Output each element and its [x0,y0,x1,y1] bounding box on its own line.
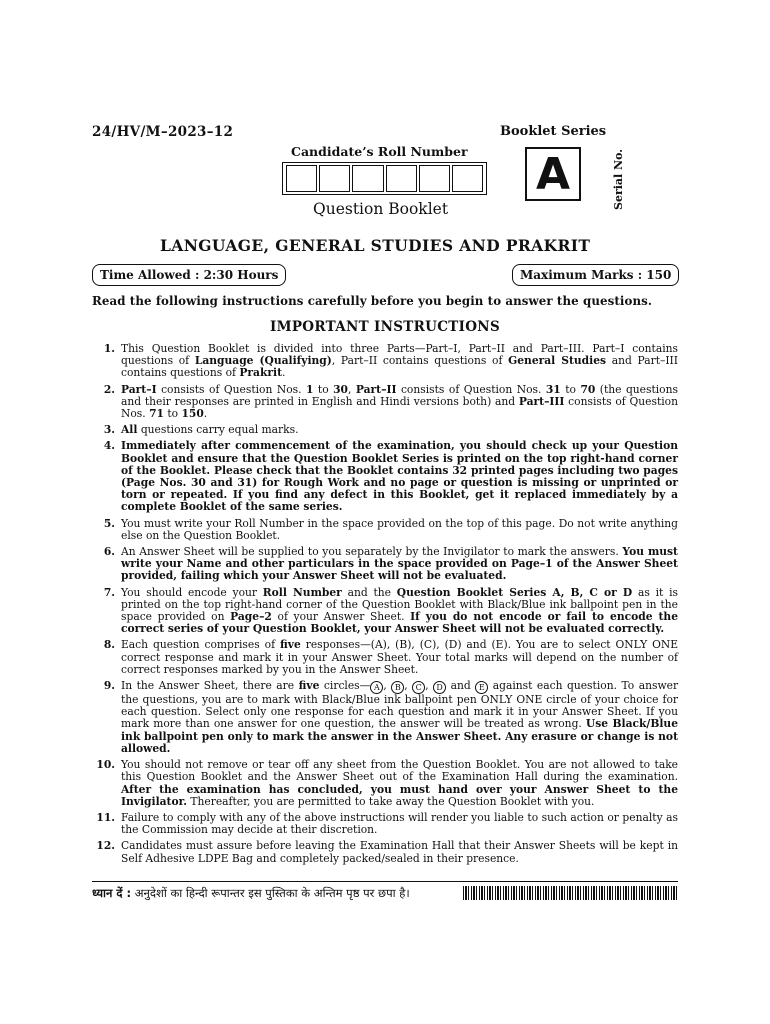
paper-code: 24/HV/M–2023–12 [92,124,234,140]
barcode [463,886,679,900]
hindi-note-label: ध्यान दें : [92,886,132,900]
instruction-text-run: Failure to comply with any of the above instructions will render you liable to such action or penalty as the Commission may decide at their discretion. [121,810,678,837]
instruction-text-run: You must write your Roll Number in the space provided on the top of this page. Do not write anything else on the Question Booklet. [121,516,678,542]
instruction-text-run: to [313,382,334,396]
instruction-number: 10. [96,758,115,772]
instruction-text-run: Candidates must assure before leaving the Examination Hall that their Answer Sheets will be kept in Self Adhesive LDPE Bag and completely packed/sealed in their presence. [121,839,678,865]
instruction-text [121,440,678,513]
instruction-text [121,587,678,636]
instruction-text-run: Page–2 [230,610,272,624]
instruction-text-run: You must write your Name and other particulars in the space provided on Page–1 of the Answer Sheet provided, failing which your Answer Sheet will not be evaluated. [121,545,678,583]
instruction-number: 7. [103,585,115,599]
instruction-number: 11. [96,810,115,824]
instruction-text-run: to [560,382,581,396]
instruction-item [92,546,678,583]
roll-digit-box[interactable] [452,165,483,192]
time-allowed-badge: Time Allowed : 2:30 Hours [92,264,286,286]
instruction-text-run: 70 [580,382,596,396]
instruction-number: 9. [103,679,115,693]
instruction-item [92,424,678,436]
instruction-text-run: Thereafter, you are permitted to take away the Question Booklet with you. [187,794,595,808]
instruction-text-run: Part–II [355,382,397,396]
instruction-text-run: . [203,407,208,421]
instruction-item [92,680,678,755]
instruction-text-run: Each question comprises of [121,638,280,652]
instruction-text-run: of your Answer Sheet. [271,610,411,624]
page-title: LANGUAGE, GENERAL STUDIES AND PRAKRIT [160,236,591,255]
instruction-text [121,639,678,676]
instruction-number: 8. [103,638,115,652]
instruction-text-run: 1 [306,382,314,396]
instruction-text-run: and the [341,585,397,599]
instruction-text-run: questions carry equal marks. [137,423,299,437]
instruction-text-run: Roll Number [262,585,342,599]
roll-digit-box[interactable] [386,165,417,192]
instruction-text-run: Part–I [121,382,157,396]
instruction-text-run: This Question Booklet is divided into three Parts—Part–I, Part–II and Part–III. Part–I contains questions of [121,342,678,368]
instruction-text-run: consists of Question Nos. [156,382,306,396]
instruction-text-run: You should not remove or tear off any sheet from the Question Booklet. You are not allowed to take this Question Booklet and the Answer Sheet out of the Examination Hall during the examination. [121,758,678,784]
instruction-item [92,812,678,836]
instruction-text-run: 71 [149,407,164,421]
instruction-text-run: You should encode your [121,585,263,599]
instruction-text-run: responses—(A), (B), (C), (D) and (E). You are to select ONLY ONE correct response and mark it in your Answer Sheet. Your total marks will depend on the number of correct responses marked by you in the Answer Sheet. [121,638,678,676]
instruction-text-run: , [404,679,413,693]
instruction-text-run: consists of Question Nos. [396,382,546,396]
instruction-number: 4. [103,439,115,453]
instruction-text-run: , [383,679,392,693]
roll-digit-box[interactable] [319,165,350,192]
instruction-text-run: , [348,382,356,396]
instruction-text [121,343,678,380]
instruction-item [92,518,678,542]
instruction-item [92,639,678,676]
instruction-text-run: and Part–III contains questions of [121,354,678,380]
instruction-text [121,680,678,755]
instruction-text-run: to [163,407,182,421]
instructions-list [92,343,678,869]
instruction-text [121,759,678,808]
instruction-item [92,343,678,380]
instruction-text-run: . [282,366,286,380]
instruction-text-run: 30 [333,382,348,396]
answer-circle-icon: B [391,681,404,694]
instruction-number: 3. [103,423,115,437]
instruction-number: 2. [103,382,115,396]
instruction-text-run: and [446,679,476,693]
answer-circle-icon: A [370,681,383,694]
roll-number-boxes[interactable] [282,162,487,195]
instruction-text [121,384,678,421]
roll-number-label: Candidate’s Roll Number [291,144,468,159]
instruction-item [92,759,678,808]
instruction-text-run: 150 [181,407,204,421]
instruction-text-run: Part–III [518,394,565,408]
important-instructions-heading: IMPORTANT INSTRUCTIONS [269,319,500,335]
answer-circle-icon: E [475,681,488,694]
instruction-number: 1. [103,342,115,355]
instruction-text-run: All [121,423,138,437]
instruction-text-run: as it is printed on the top right-hand corner of the Question Booklet with Black/Blue ink ballpoint pen in the space provided on [121,585,678,624]
hindi-note-text: अनुदेशों का हिन्दी रूपान्तर इस पुस्तिका के अन्तिम पृष्ठ पर छपा है। [134,886,410,900]
instruction-text [121,546,678,583]
hindi-note [92,886,410,901]
roll-digit-box[interactable] [352,165,383,192]
instruction-number: 5. [103,516,115,530]
instruction-item [92,440,678,513]
read-instructions-line: Read the following instructions carefully before you begin to answer the questions. [92,294,653,308]
instruction-text-run: Prakrit [239,366,283,380]
booklet-series-letter: A [525,147,581,201]
divider [92,881,678,882]
instruction-text-run: Use Black/Blue ink ballpoint pen only to mark the answer in the Answer Sheet. Any erasure or change is not allowed. [121,717,678,755]
answer-circle-icon: D [433,681,446,694]
booklet-series-label: Booklet Series [500,124,607,139]
instruction-text [121,812,678,836]
instruction-text-run: (the questions and their responses are printed in English and Hindi versions both) and [121,382,678,408]
roll-digit-box[interactable] [419,165,450,192]
instruction-text-run: circles— [319,679,371,693]
instruction-text-run: Immediately after commencement of the examination, you should check up your Question Booklet and ensure that the Question Booklet Series is printed on the top right-hand corner of the Booklet. Please check that the Booklet contains 32 printed pages including two pages (Page Nos. 30 and 31) for Rough Work and no page or question is missing or unprinted or torn or repeated. If you find any defect in this Booklet, get it replaced immediately by a complete Booklet of the same series. [121,439,678,514]
instruction-text-run: consists of Question Nos. [121,394,678,421]
instruction-text [121,840,678,864]
instruction-text-run: five [298,679,320,693]
instruction-item [92,384,678,421]
instruction-text [121,424,678,436]
instruction-text-run: against each question. To answer the questions, you are to mark with Black/Blue ink ballpoint pen ONLY ONE circle of your choice for each question. Select only one response for each question and mark it in your Answer Sheet. If you mark more than one answer for one question, the answer will be treated as wrong. [121,679,679,731]
question-booklet-label: Question Booklet [313,200,449,218]
instruction-text-run: five [280,638,301,652]
instruction-text-run: In the Answer Sheet, there are [121,679,299,693]
roll-digit-box[interactable] [286,165,317,192]
instruction-text-run: , [425,679,434,693]
answer-circle-icon: C [412,681,425,694]
instruction-number: 12. [96,839,115,853]
instruction-text-run: If you do not encode or fail to encode the correct series of your Question Booklet, your Answer Sheet will not be evaluated correctly. [121,610,678,636]
instruction-text-run: , Part–II contains questions of [331,354,509,368]
instruction-text-run: An Answer Sheet will be supplied to you separately by the Invigilator to mark the answers. [121,545,623,559]
instruction-text [121,518,678,542]
instruction-number: 6. [103,545,115,559]
instruction-text-run: General Studies [508,354,607,368]
instruction-text-run: Question Booklet Series A, B, C or D [396,585,633,599]
instruction-text-run: Language (Qualifying) [194,354,332,368]
instruction-text-run: After the examination has concluded, you must hand over your Answer Sheet to the Invigilator. [121,782,678,808]
maximum-marks-badge: Maximum Marks : 150 [512,264,679,286]
serial-no-label: Serial No. [612,148,625,210]
instruction-item [92,840,678,864]
instruction-text-run: 31 [545,382,561,396]
instruction-item [92,587,678,636]
